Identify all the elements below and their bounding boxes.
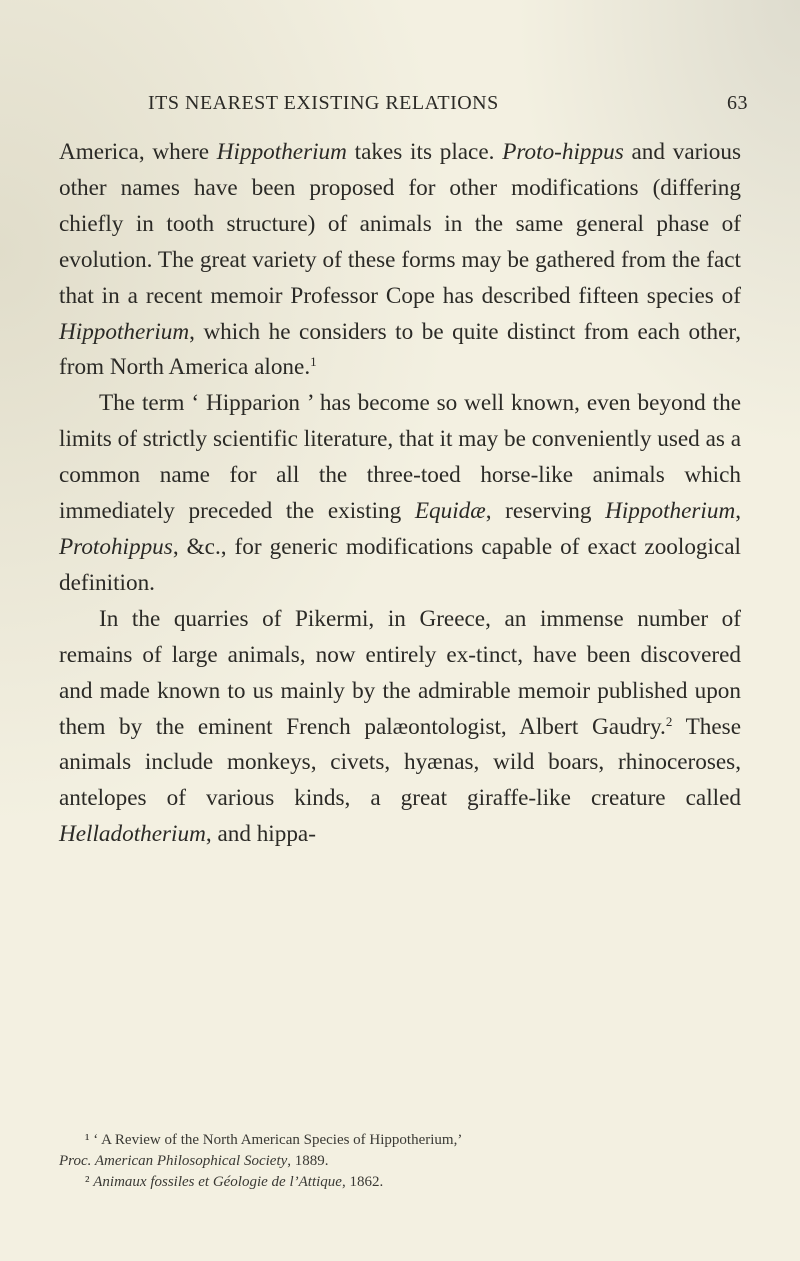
text-run: The term ‘ Hipparion ’ has become so well known, even beyond the limits of strictly scientific literature, that it may be conveniently used as a common name for all the three-toed horse-like animals which immediately preceded the existing [59, 390, 741, 525]
running-title: ITS NEAREST EXISTING RELATIONS [148, 92, 499, 114]
footnote-ref: 2 [665, 713, 673, 729]
italic-text: Equidæ [414, 498, 486, 525]
text-run: ² [85, 1174, 94, 1190]
text-run: takes its place. [346, 139, 503, 165]
page-number: 63 [727, 92, 748, 114]
italic-text: Hippotherium [605, 498, 736, 525]
text-run: , [735, 498, 742, 525]
text-run: , and hippa- [205, 821, 316, 848]
italic-text: Hippotherium [216, 139, 347, 165]
italic-text: Hippotherium [59, 318, 190, 345]
paragraph [59, 135, 741, 386]
text-run: , 1862. [341, 1174, 384, 1190]
text-run: In the quarries of Pikermi, in Greece, an immense number of remains of large animals, now entirely ex-tinct, have been discovered and made known to us mainly by the admirable memoir published upon them by the eminent French palæontologist, Albert Gaudry. [59, 605, 741, 740]
footnote-2 [59, 1172, 741, 1193]
italic-text: Proc. American Philosophical Society [59, 1153, 288, 1169]
paragraph [59, 602, 741, 853]
text-run: These animals include monkeys, civets, hyænas, wild boars, rhinoceroses, antelopes of various kinds, a great giraffe-like creature called [59, 713, 741, 812]
footnote-ref: 1 [310, 354, 317, 370]
italic-text: Helladotherium [59, 821, 206, 848]
italic-text: Proto-hippus [502, 139, 624, 165]
paragraph [59, 386, 741, 601]
text-run: , 1889. [287, 1153, 329, 1169]
text-run: and various other names have been proposed for other modifications (differing chiefly in tooth structure) of animals in the same general phase of evolution. The great variety of these forms may be gathered from the fact that in a recent memoir Professor Cope has described fifteen species of [59, 139, 741, 309]
text-run: America, where [59, 139, 217, 165]
italic-text: Protohippus [59, 533, 173, 560]
text-run: ¹ ‘ A Review of the North American Species of Hippotherium,’ [85, 1132, 463, 1148]
italic-text: Animaux fossiles et Géologie de l’Attique [93, 1174, 342, 1190]
text-run: , &c., for generic modifications capable of exact zoological definition. [59, 533, 741, 596]
footnote-1-continued [59, 1151, 741, 1172]
body-text [59, 135, 741, 853]
footnotes [59, 1130, 741, 1193]
text-run: , reserving [485, 498, 606, 525]
footnote-1 [59, 1130, 741, 1151]
page-header [148, 92, 748, 122]
text-run: , which he considers to be quite distinct from each other, from North America alone. [59, 318, 741, 381]
